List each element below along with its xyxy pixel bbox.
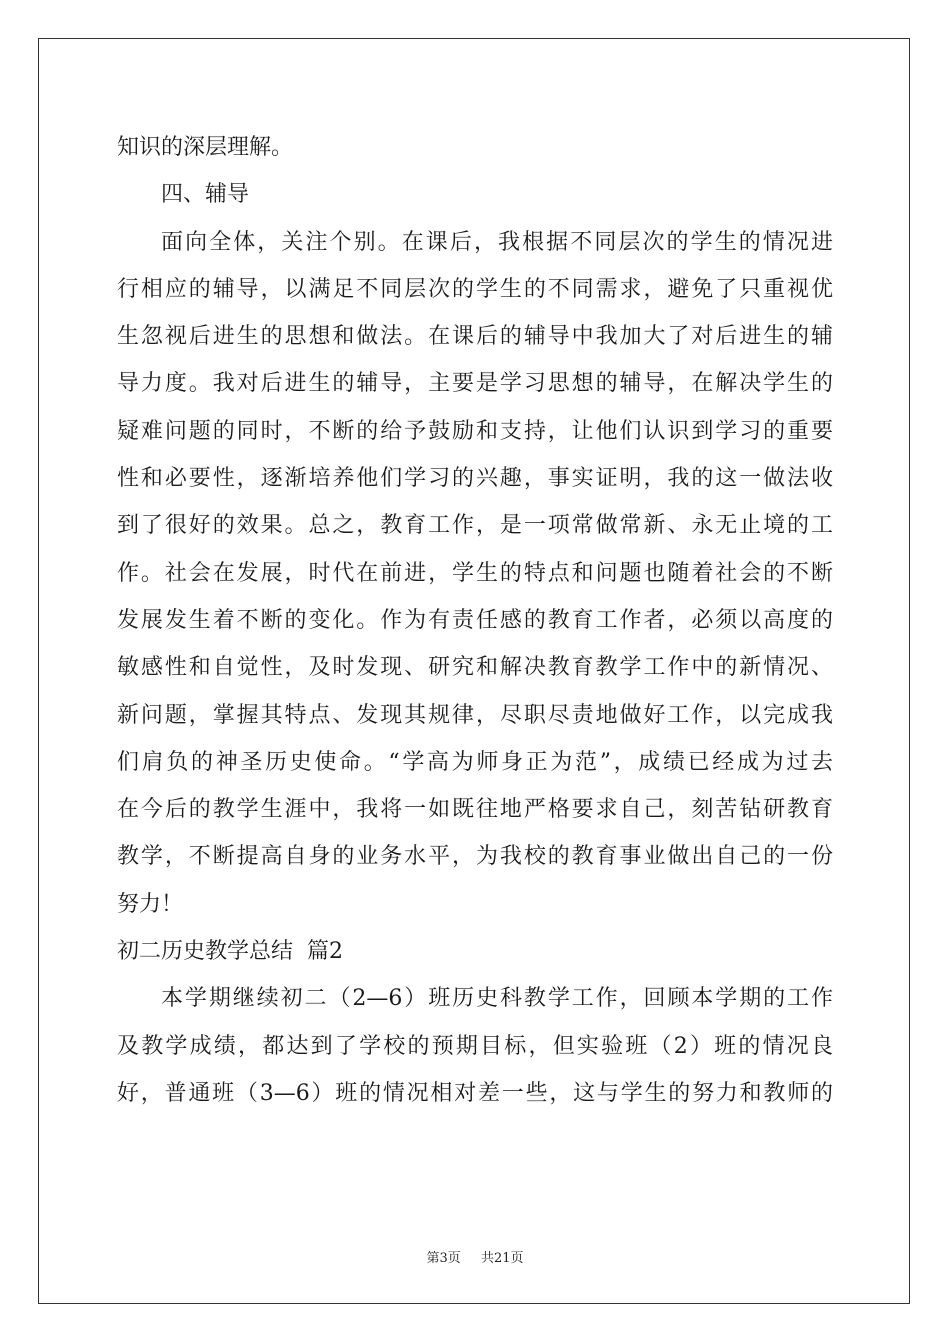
paragraph-line: 面向全体，关注个别。在课后，我根据不同层次的学生的情况进 — [161, 229, 833, 255]
paragraph-line: 好，普通班（3—6）班的情况相对差一些，这与学生的努力和教师的 — [117, 1080, 833, 1106]
paragraph-line: 在今后的教学生涯中，我将一如既往地严格要求自己，刻苦钻研教育 — [117, 797, 833, 823]
paragraph-line: 发展发生着不断的变化。作为有责任感的教育工作者，必须以高度的 — [117, 607, 833, 633]
paragraph-line: 本学期继续初二（2—6）班历史科教学工作，回顾本学期的工作 — [161, 986, 833, 1012]
paragraph-line: 及教学成绩，都达到了学校的预期目标，但实验班（2）班的情况良 — [117, 1033, 833, 1059]
paragraph-line: 疑难问题的同时，不断的给予鼓励和支持，让他们认识到学习的重要 — [117, 418, 833, 444]
page-number: 第3页 — [426, 1251, 461, 1266]
paragraph-line: 作。社会在发展，时代在前进，学生的特点和问题也随着社会的不断 — [117, 560, 833, 586]
paragraph-line: 知识的深层理解。 — [117, 135, 294, 160]
paragraph-line: 新问题，掌握其特点、发现其规律，尽职尽责地做好工作，以完成我 — [117, 702, 833, 728]
paragraph-line: 性和必要性，逐渐培养他们学习的兴趣，事实证明，我的这一做法收 — [117, 466, 833, 492]
paragraph-line: 们肩负的神圣历史使命。“学高为师身正为范”，成绩已经成为过去 — [117, 749, 833, 775]
document-body — [117, 124, 833, 1117]
paragraph-line: 努力！ — [117, 891, 184, 917]
page-footer — [0, 1247, 950, 1266]
paragraph-line: 生忽视后进生的思想和做法。在课后的辅导中我加大了对后进生的辅 — [117, 324, 833, 350]
page-total: 共21页 — [480, 1251, 524, 1266]
paragraph-line: 行相应的辅导，以满足不同层次的学生的不同需求，避免了只重视优 — [117, 276, 833, 302]
paragraph-line: 教学，不断提高自身的业务水平，为我校的教育事业做出自己的一份 — [117, 844, 833, 870]
section-heading: 四、辅导 — [161, 182, 250, 208]
article-title: 初二历史教学总结 篇2 — [117, 939, 343, 965]
paragraph-line: 导力度。我对后进生的辅导，主要是学习思想的辅导，在解决学生的 — [117, 371, 833, 397]
paragraph-line: 敏感性和自觉性，及时发现、研究和解决教育教学工作中的新情况、 — [117, 655, 833, 681]
paragraph-line: 到了很好的效果。总之，教育工作，是一项常做常新、永无止境的工 — [117, 513, 833, 539]
